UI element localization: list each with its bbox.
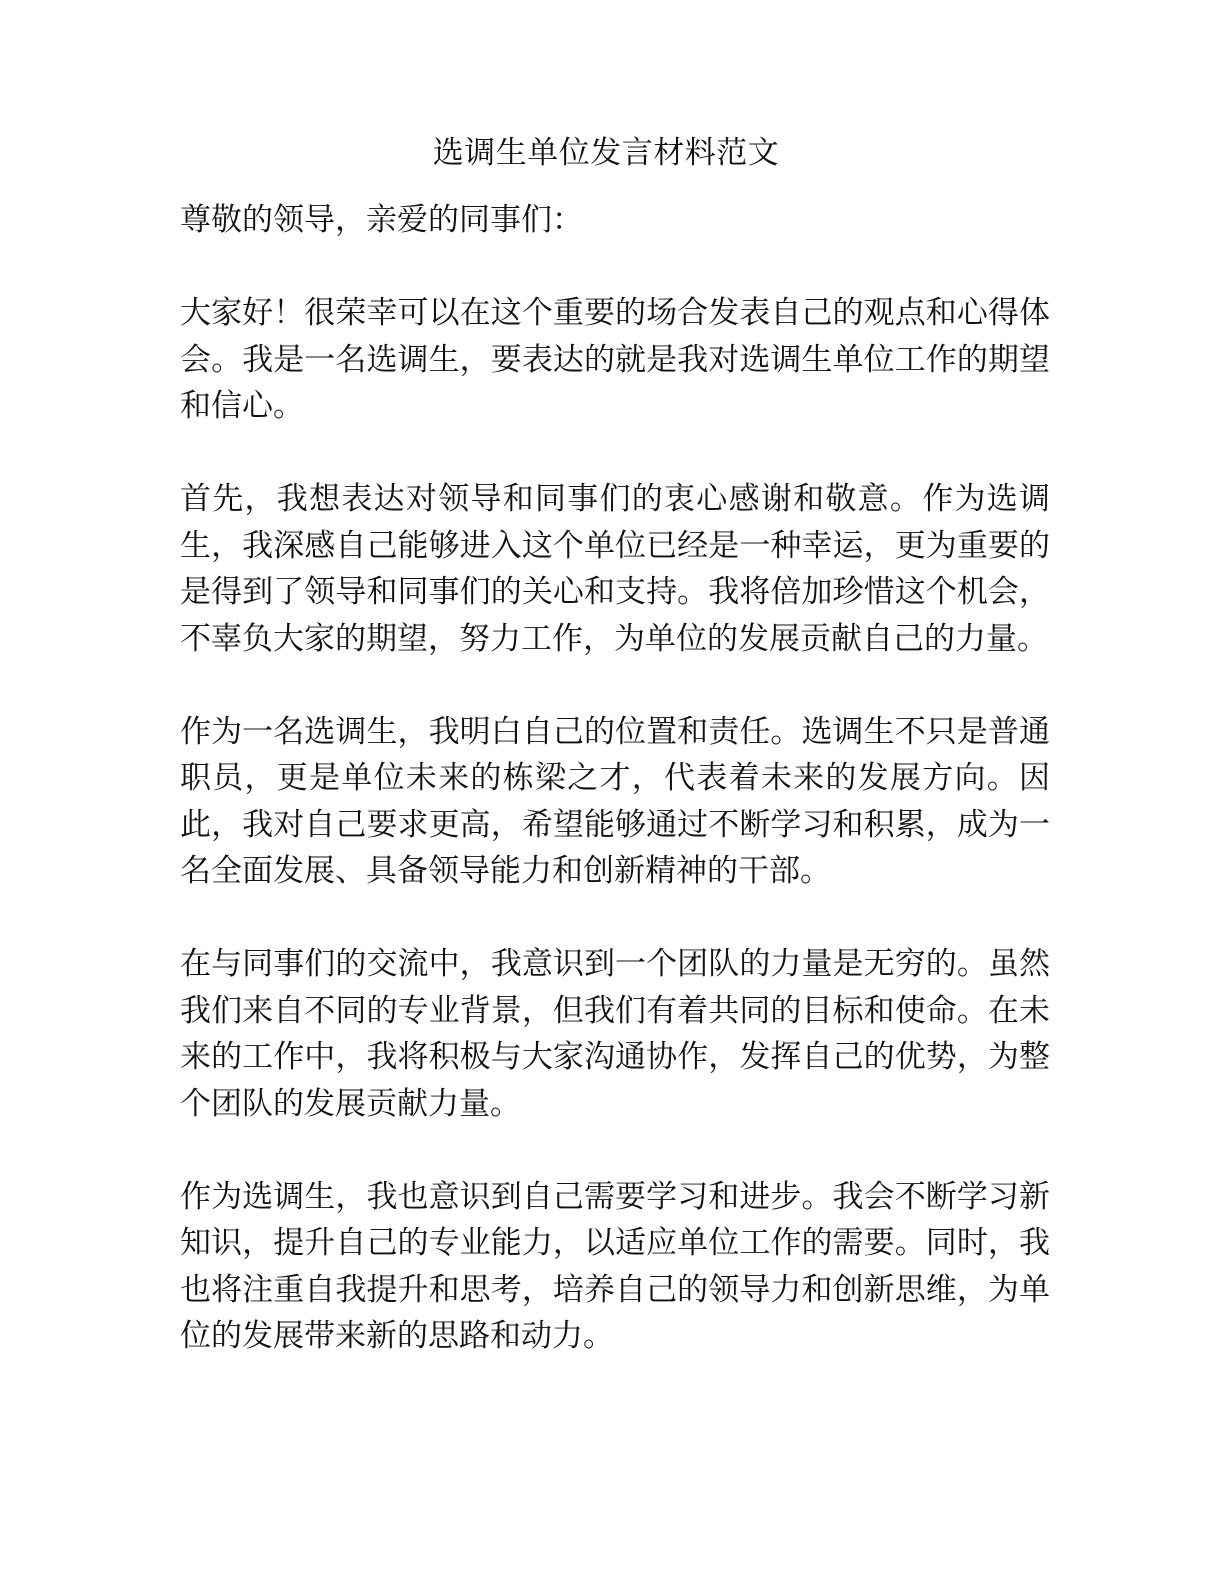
body-paragraph: 作为选调生，我也意识到自己需要学习和进步。我会不断学习新知识，提升自己的专业能力，以适应单位工作的需要。同时，我也将注重自我提升和思考，培养自己的领导力和创新思维，为单位的发展带来新的思路和动力。	[180, 1178, 1050, 1354]
body-paragraph: 首先，我想表达对领导和同事们的衷心感谢和敬意。作为选调生，我深感自己能够进入这个单位已经是一种幸运，更为重要的是得到了领导和同事们的关心和支持。我将倍加珍惜这个机会，不辜负大家的期望，努力工作，为单位的发展贡献自己的力量。	[180, 481, 1050, 657]
body-paragraph: 大家好！很荣幸可以在这个重要的场合发表自己的观点和心得体会。我是一名选调生，要表达的就是我对选调生单位工作的期望和信心。	[180, 295, 1050, 424]
body-paragraph: 在与同事们的交流中，我意识到一个团队的力量是无穷的。虽然我们来自不同的专业背景，但我们有着共同的目标和使命。在未来的工作中，我将积极与大家沟通协作，发挥自己的优势，为整个团队的发展贡献力量。	[180, 946, 1050, 1122]
salutation-paragraph: 尊敬的领导，亲爱的同事们：	[180, 202, 583, 238]
document-body	[180, 197, 1050, 1360]
body-paragraph: 作为一名选调生，我明白自己的位置和责任。选调生不只是普通职员，更是单位未来的栋梁之才，代表着未来的发展方向。因此，我对自己要求更高，希望能够通过不断学习和积累，成为一名全面发展、具备领导能力和创新精神的干部。	[180, 713, 1050, 889]
document-title: 选调生单位发言材料范文	[432, 135, 780, 171]
